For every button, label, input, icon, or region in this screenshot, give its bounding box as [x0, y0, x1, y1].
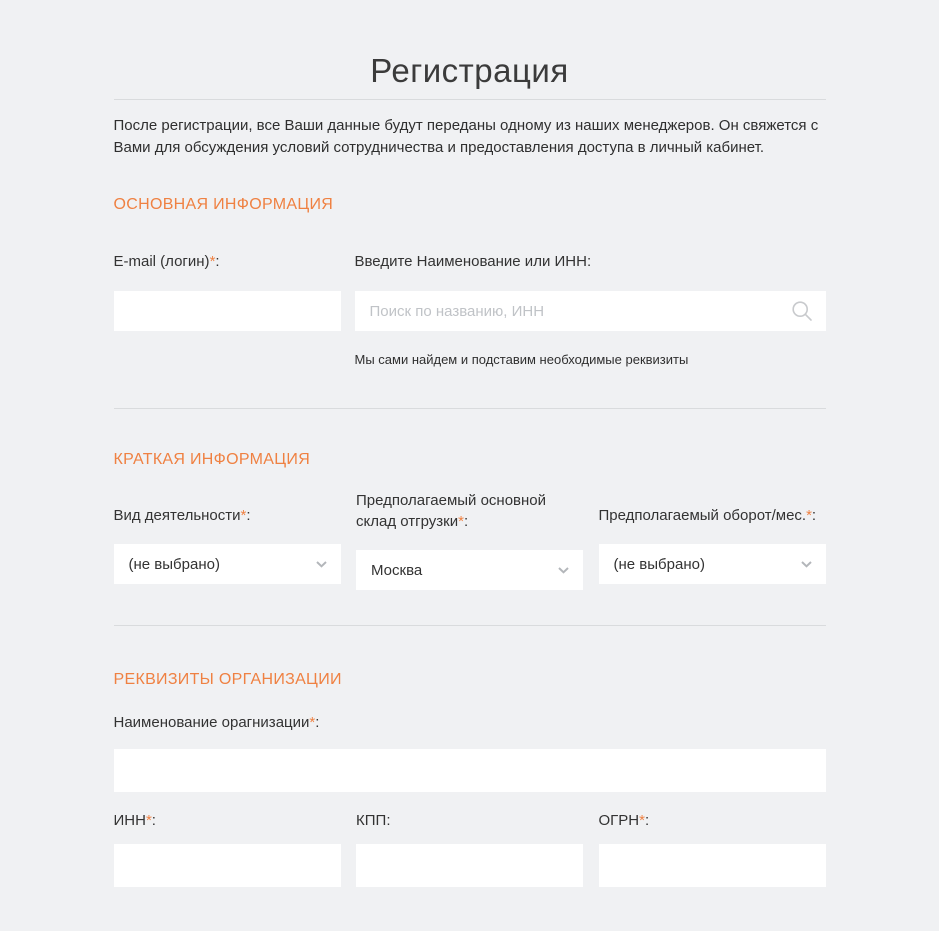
- inn-label-text: ИНН: [113, 812, 146, 829]
- section-heading-org-details: РЕКВИЗИТЫ ОРГАНИЗАЦИИ: [113, 671, 342, 688]
- label-colon: :: [386, 812, 391, 829]
- label-colon: :: [463, 513, 469, 530]
- brief-info-row: [114, 490, 826, 590]
- turnover-label-text: Предполагаемый оборот/мес.: [598, 507, 807, 524]
- org-ids-row: [114, 812, 826, 887]
- required-asterisk: *: [458, 513, 464, 530]
- registration-form: [114, 0, 826, 887]
- email-label: [114, 253, 220, 270]
- section-heading-brief-info: КРАТКАЯ ИНФОРМАЦИЯ: [113, 451, 311, 468]
- kpp-column: [356, 812, 583, 887]
- org-name-input[interactable]: [114, 749, 826, 792]
- activity-column: [114, 490, 341, 590]
- label-colon: :: [586, 253, 592, 270]
- search-column: [355, 253, 826, 367]
- required-asterisk: *: [806, 507, 812, 524]
- turnover-column: [599, 490, 826, 590]
- label-colon: :: [215, 253, 220, 270]
- warehouse-label-text: Предполагаемый основной склад отгрузки: [356, 492, 547, 530]
- activity-select-value: (не выбрано): [128, 555, 220, 573]
- inn-input[interactable]: [114, 844, 341, 887]
- label-colon: :: [151, 812, 156, 829]
- kpp-input[interactable]: [356, 844, 583, 887]
- required-asterisk: *: [639, 812, 645, 829]
- main-info-row: [114, 253, 826, 367]
- chevron-down-icon: [801, 561, 812, 568]
- kpp-label: [356, 812, 583, 829]
- required-asterisk: *: [309, 714, 316, 731]
- org-search-label: [355, 253, 592, 270]
- org-search-field: [355, 291, 826, 331]
- warehouse-select-value: Москва: [371, 561, 423, 579]
- activity-select[interactable]: [114, 544, 341, 584]
- email-input[interactable]: [114, 291, 341, 331]
- org-name-label-text: Наименование орагнизации: [113, 714, 310, 731]
- section-heading-main-info: ОСНОВНАЯ ИНФОРМАЦИЯ: [113, 196, 334, 213]
- divider: [114, 625, 826, 626]
- kpp-label-text: КПП: [356, 812, 387, 829]
- required-asterisk: *: [209, 253, 216, 270]
- org-search-label-text: Введите Наименование или ИНН: [354, 253, 587, 270]
- label-colon: :: [246, 507, 251, 524]
- inn-column: [114, 812, 341, 887]
- required-asterisk: *: [145, 812, 152, 829]
- page-title: Регистрация: [370, 52, 569, 89]
- warehouse-label: [356, 490, 583, 532]
- label-colon: :: [644, 812, 650, 829]
- intro-text: После регистрации, все Ваши данные будут переданы одному из наших менеджеров. Он свяжется с Вами для обсуждения условий сотрудничества и предоставления доступа в личный кабинет.: [113, 117, 819, 156]
- divider: [114, 408, 826, 409]
- search-hint: Мы сами найдем и подставим необходимые реквизиты: [354, 352, 689, 367]
- label-colon: :: [315, 714, 320, 731]
- activity-label: [114, 505, 251, 526]
- turnover-select-value: (не выбрано): [613, 555, 705, 573]
- warehouse-column: [356, 490, 583, 590]
- org-search-input[interactable]: [355, 291, 826, 331]
- warehouse-select[interactable]: [356, 550, 583, 590]
- ogrn-column: [599, 812, 826, 887]
- turnover-label: [599, 505, 817, 526]
- activity-label-text: Вид деятельности: [113, 507, 241, 524]
- chevron-down-icon: [316, 561, 327, 568]
- ogrn-input[interactable]: [599, 844, 826, 887]
- org-name-field: [114, 714, 826, 732]
- ogrn-label: [599, 812, 826, 829]
- required-asterisk: *: [240, 507, 247, 524]
- chevron-down-icon: [558, 567, 569, 574]
- email-column: [114, 253, 341, 367]
- divider: [114, 99, 826, 100]
- inn-label: [114, 812, 341, 829]
- ogrn-label-text: ОГРН: [598, 812, 640, 829]
- turnover-select[interactable]: [599, 544, 826, 584]
- label-colon: :: [811, 507, 817, 524]
- org-name-label: [114, 714, 320, 731]
- email-label-text: E-mail (логин): [113, 253, 210, 270]
